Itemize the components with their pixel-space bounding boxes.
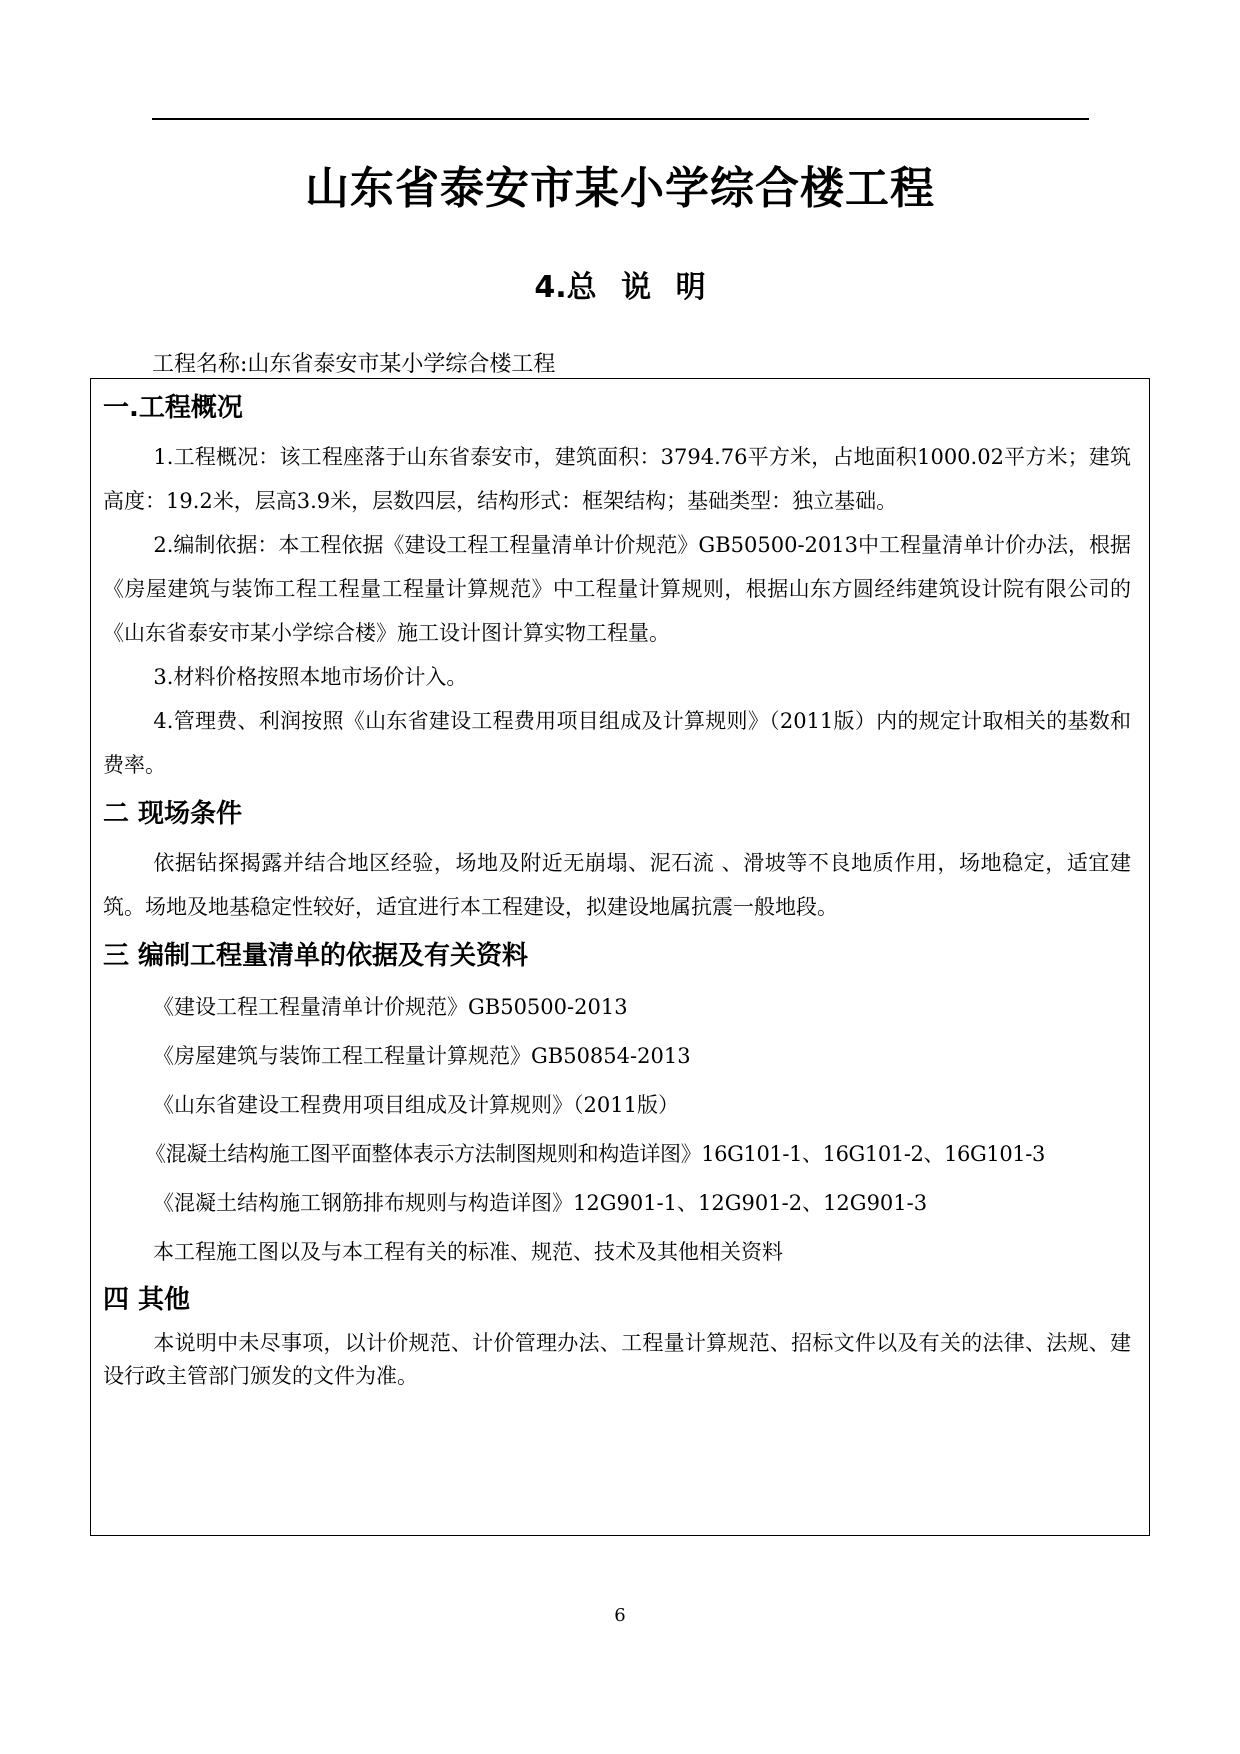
section-subtitle: 4.总 说 明 (534, 270, 706, 305)
overview-paragraph-3: 3.材料价格按照本地市场价计入。 (153, 665, 468, 689)
section-heading-overview: 一.工程概况 (103, 393, 243, 423)
overview-paragraph-1: 1.工程概况：该工程座落于山东省泰安市，建筑面积：3794.76平方米，占地面积1000.02平方米；建筑高度：19.2米，层高3.9米，层数四层，结构形式：框架结构；基础类型：独立基础。 (103, 445, 1131, 513)
section-heading-references: 三 编制工程量清单的依据及有关资料 (103, 941, 529, 971)
section-heading-other: 四 其他 (103, 1285, 191, 1315)
reference-item: 《山东省建设工程费用项目组成及计算规则》（2011版） (153, 1093, 679, 1117)
top-rule (152, 118, 1089, 120)
overview-paragraph-2: 2.编制依据：本工程依据《建设工程工程量清单计价规范》GB50500-2013中工程量清单计价办法，根据《房屋建筑与装饰工程工程量工程量计算规范》中工程量计算规则，根据山东方圆经纬建筑设计院有限公司的《山东省泰安市某小学综合楼》施工设计图计算实物工程量。 (103, 533, 1131, 645)
project-name: 工程名称:山东省泰安市某小学综合楼工程 (152, 352, 556, 377)
reference-item: 本工程施工图以及与本工程有关的标准、规范、技术及其他相关资料 (153, 1240, 783, 1264)
description-frame (90, 378, 1150, 1536)
other-paragraph: 本说明中未尽事项，以计价规范、计价管理办法、工程量计算规范、招标文件以及有关的法律、法规、建设行政主管部门颁发的文件为准。 (103, 1331, 1131, 1388)
reference-item: 《建设工程工程量清单计价规范》GB50500-2013 (153, 995, 628, 1019)
page-number: 6 (614, 1605, 626, 1626)
section-heading-site-conditions: 二 现场条件 (103, 799, 243, 829)
overview-paragraph-4: 4.管理费、利润按照《山东省建设工程费用项目组成及计算规则》（2011版）内的规定计取相关的基数和费率。 (103, 709, 1131, 777)
site-conditions-paragraph: 依据钻探揭露并结合地区经验，场地及附近无崩塌、泥石流 、滑坡等不良地质作用，场地稳定，适宜建筑。场地及地基稳定性较好，适宜进行本工程建设，拟建设地属抗震一般地段。 (103, 851, 1131, 919)
document-title: 山东省泰安市某小学综合楼工程 (305, 163, 935, 214)
reference-item: 《房屋建筑与装饰工程工程量计算规范》GB50854-2013 (153, 1044, 691, 1068)
reference-item: 《混凝土结构施工钢筋排布规则与构造详图》12G901-1、12G901-2、12G901-3 (153, 1191, 928, 1215)
reference-item: 《混凝土结构施工图平面整体表示方法制图规则和构造详图》16G101-1、16G101-2、16G101-3 (145, 1142, 1045, 1166)
